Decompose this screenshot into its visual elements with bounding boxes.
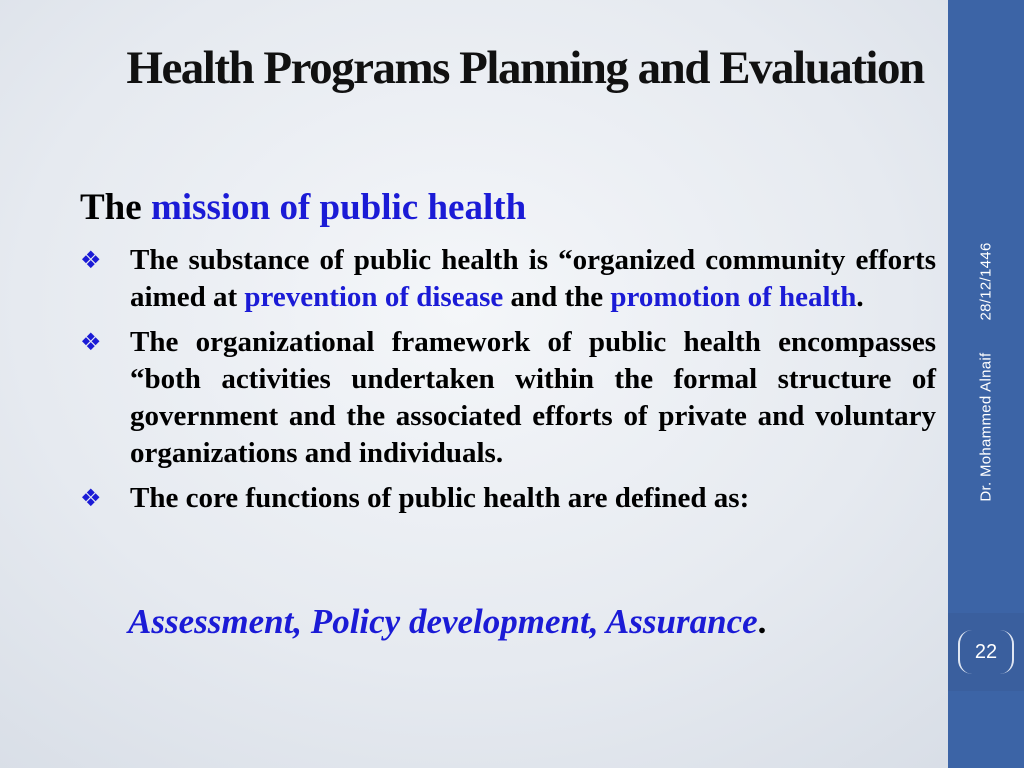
bullet-text: The core functions of public health are defined as: [130, 482, 750, 514]
bullet-item-framework [80, 324, 936, 472]
bullet-text: The organizational framework of public health encompasses “both activities undertaken within the formal structure of government and the associated efforts of private and voluntary organizations and individuals. [130, 326, 936, 469]
slide-title: Health Programs Planning and Evaluation [126, 42, 924, 94]
bullet-item-core-functions [80, 480, 936, 517]
diamond-bullet-icon: ❖ [80, 484, 102, 512]
bullet-highlight: prevention of disease [244, 281, 504, 313]
heading-prefix: The [80, 187, 151, 228]
bullet-text: The substance of public health is “organized community efforts aimed at [130, 244, 936, 313]
author-label: Dr. Mohammed Alnaif [977, 352, 995, 502]
page-number: 22 [974, 641, 998, 663]
bullet-text: . [856, 281, 864, 313]
diamond-bullet-icon: ❖ [80, 246, 102, 274]
bullet-list [80, 242, 936, 517]
page-number-box [948, 613, 1024, 691]
sidebar-footer [978, 242, 995, 501]
bullet-item-substance [80, 242, 936, 316]
section-heading [80, 184, 526, 232]
bullet-highlight: promotion of health [610, 281, 857, 313]
functions-text: Assessment, Policy development, Assurance [128, 602, 758, 641]
functions-period: . [757, 602, 767, 641]
bullet-text: and the [503, 281, 611, 313]
core-functions-list [128, 600, 766, 644]
heading-highlight: mission of public health [150, 187, 527, 228]
date-label: 28/12/1446 [977, 242, 995, 321]
diamond-bullet-icon: ❖ [80, 328, 102, 356]
